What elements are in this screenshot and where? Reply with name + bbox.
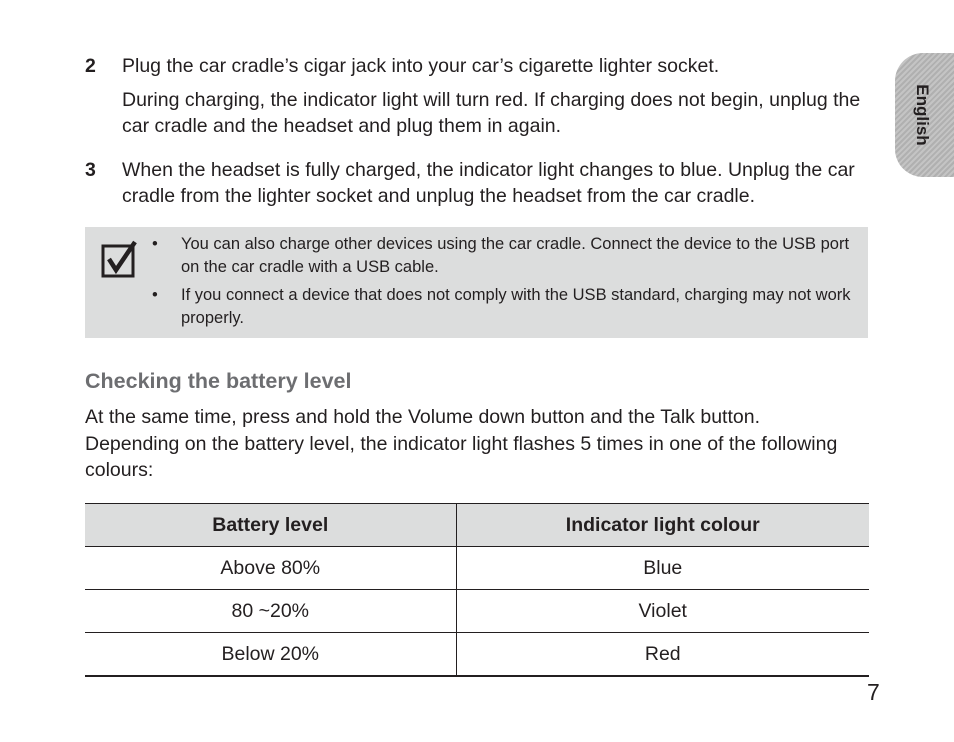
step-paragraph: During charging, the indicator light will turn red. If charging does not begin, unplug the car cradle and the headset and plug them in again.	[122, 89, 861, 137]
step-number: 3	[85, 159, 96, 181]
note-box	[85, 227, 868, 338]
note-item	[152, 233, 862, 279]
table-row	[85, 590, 869, 633]
section-body: At the same time, press and hold the Volume down button and the Talk button. Depending on the battery level, the indicator light flashes 5 times in one of the following colours:	[85, 406, 838, 481]
language-tab-label: English	[913, 84, 932, 146]
table-header-row	[85, 504, 869, 547]
bullet: •	[152, 286, 158, 304]
indicator-colour-cell: Violet	[456, 590, 869, 633]
battery-level-cell: Above 80%	[85, 547, 456, 590]
note-item	[152, 284, 862, 330]
section-title: Checking the battery level	[85, 369, 352, 393]
battery-level-cell: 80 ~20%	[85, 590, 456, 633]
step-number: 2	[85, 55, 96, 77]
note-list	[152, 233, 862, 335]
page-number: 7	[867, 679, 880, 705]
table-row	[85, 633, 869, 677]
step-paragraph: When the headset is fully charged, the indicator light changes to blue. Unplug the car cradle from the lighter socket and unplug the headset from the car cradle.	[122, 159, 855, 207]
checkbox-checked-icon	[101, 240, 139, 278]
header-indicator-colour: Indicator light colour	[456, 504, 869, 547]
step-2	[85, 53, 875, 139]
battery-level-cell: Below 20%	[85, 633, 456, 677]
indicator-colour-cell: Red	[456, 633, 869, 677]
header-battery-level: Battery level	[85, 504, 456, 547]
indicator-colour-cell: Blue	[456, 547, 869, 590]
battery-level-table	[85, 503, 869, 677]
table-row	[85, 547, 869, 590]
note-item-text: You can also charge other devices using the car cradle. Connect the device to the USB port on the car cradle with a USB cable.	[181, 235, 850, 276]
step-paragraph: Plug the car cradle’s cigar jack into your car’s cigarette lighter socket.	[122, 55, 720, 77]
step-3	[85, 157, 875, 209]
note-item-text: If you connect a device that does not comply with the USB standard, charging may not work properly.	[181, 286, 851, 327]
bullet: •	[152, 235, 158, 253]
